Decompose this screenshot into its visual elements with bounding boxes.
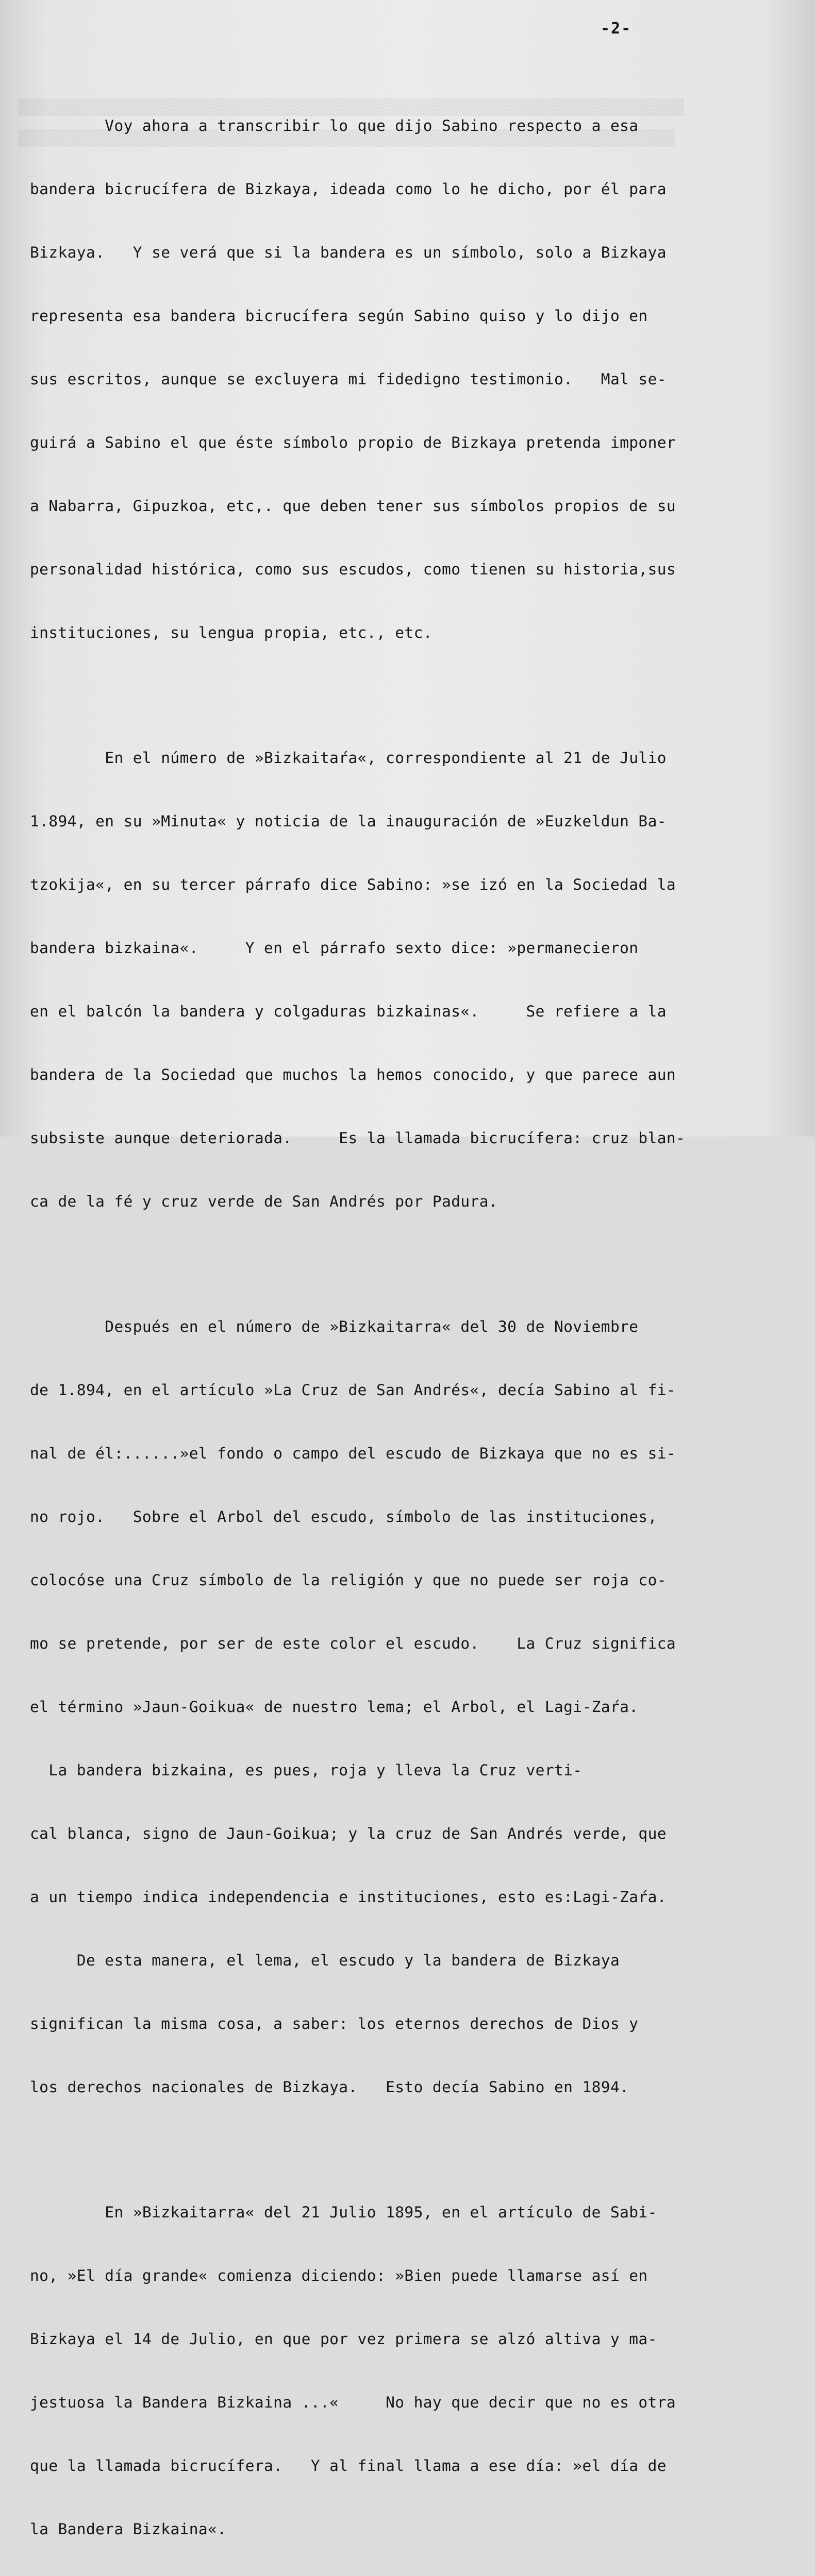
text-line: jestuosa la Bandera Bizkaina ...« No hay que decir que no es otra bbox=[30, 2394, 676, 2411]
text-line: bandera bicrucífera de Bizkaya, ideada como lo he dicho, por él para bbox=[30, 180, 667, 198]
text-line: significan la misma cosa, a saber: los eternos derechos de Dios y bbox=[30, 2015, 639, 2032]
text-line: no, »El día grande« comienza diciendo: »Bien puede llamarse así en bbox=[30, 2267, 648, 2284]
text-line: que la llamada bicrucífera. Y al final llama a ese día: »el día de bbox=[30, 2457, 667, 2475]
text-line: nal de él:......»el fondo o campo del escudo de Bizkaya que no es si- bbox=[30, 1445, 676, 1462]
text-line: Voy ahora a transcribir lo que dijo Sabino respecto a esa bbox=[30, 117, 639, 134]
paragraph-3 bbox=[30, 1274, 772, 2140]
text-line: el término »Jaun-Goikua« de nuestro lema; el Arbol, el Lagi-Zaŕa. bbox=[30, 1698, 639, 1716]
text-line: la Bandera Bizkaina«. bbox=[30, 2520, 227, 2538]
text-line: cal blanca, signo de Jaun-Goikua; y la cruz de San Andrés verde, que bbox=[30, 1825, 667, 1842]
text-line: instituciones, su lengua propia, etc., etc. bbox=[30, 624, 433, 641]
text-line: a un tiempo indica independencia e instituciones, esto es:Lagi-Zaŕa. bbox=[30, 1888, 667, 1906]
text-line: Bizkaya el 14 de Julio, en que por vez primera se alzó altiva y ma- bbox=[30, 2330, 657, 2348]
text-line: Bizkaya. Y se verá que si la bandera es un símbolo, solo a Bizkaya bbox=[30, 244, 667, 261]
text-line: sus escritos, aunque se excluyera mi fidedigno testimonio. Mal se- bbox=[30, 370, 667, 388]
text-line: personalidad histórica, como sus escudos, como tienen su historia,sus bbox=[30, 561, 676, 578]
text-line: representa esa bandera bicrucífera según Sabino quiso y lo dijo en bbox=[30, 307, 648, 325]
text-line: mo se pretende, por ser de este color el escudo. La Cruz significa bbox=[30, 1635, 676, 1652]
text-line: subsiste aunque deteriorada. Es la llamada bicrucífera: cruz blan- bbox=[30, 1129, 686, 1147]
text-line: en el balcón la bandera y colgaduras bizkainas«. Se refiere a la bbox=[30, 1003, 667, 1020]
text-line: tzokija«, en su tercer párrafo dice Sabino: »se izó en la Sociedad la bbox=[30, 876, 676, 893]
text-line: La bandera bizkaina, es pues, roja y lleva la Cruz verti- bbox=[30, 1761, 583, 1779]
text-line: 1.894, en su »Minuta« y noticia de la inauguración de »Euzkeldun Ba- bbox=[30, 812, 667, 830]
text-line: no rojo. Sobre el Arbol del escudo, símbolo de las instituciones, bbox=[30, 1508, 657, 1526]
text-line: colocóse una Cruz símbolo de la religión y que no puede ser roja co- bbox=[30, 1571, 667, 1589]
paragraph-2 bbox=[30, 705, 772, 1255]
text-line: bandera bizkaina«. Y en el párrafo sexto dice: »permanecieron bbox=[30, 939, 639, 957]
text-line: de 1.894, en el artículo »La Cruz de San Andrés«, decía Sabino al fi- bbox=[30, 1381, 676, 1399]
text-line: De esta manera, el lema, el escudo y la bandera de Bizkaya bbox=[30, 1952, 620, 1969]
text-line: En »Bizkaitarra« del 21 Julio 1895, en el artículo de Sabi- bbox=[30, 2204, 657, 2221]
paragraph-1 bbox=[30, 73, 772, 686]
text-line: bandera de la Sociedad que muchos la hemos conocido, y que parece aun bbox=[30, 1066, 676, 1083]
text-line: ca de la fé y cruz verde de San Andrés por Padura. bbox=[30, 1193, 498, 1210]
text-line: Después en el número de »Bizkaitarra« del 30 de Noviembre bbox=[30, 1318, 639, 1335]
text-line: los derechos nacionales de Bizkaya. Esto decía Sabino en 1894. bbox=[30, 2078, 629, 2096]
text-line: a Nabarra, Gipuzkoa, etc,. que deben tener sus símbolos propios de su bbox=[30, 497, 676, 515]
text-line: En el número de »Bizkaitaŕa«, correspondiente al 21 de Julio bbox=[30, 749, 667, 767]
bleed-through-text: ▒▒▒▒▒▒▒▒▒▒▒▒▒▒▒▒▒▒▒▒▒▒▒▒▒▒▒▒▒▒▒▒▒▒▒▒▒▒▒▒▒▒▒▒▒▒▒▒▒▒▒▒▒▒▒▒▒▒▒▒▒▒▒▒▒▒▒▒▒▒▒▒▒▒ ▒▒▒▒▒▒▒▒▒▒▒▒▒▒▒▒▒▒▒▒▒▒▒▒▒▒▒▒▒▒▒▒▒▒▒▒▒▒▒▒▒▒▒▒▒▒▒▒▒▒▒▒▒▒▒▒▒▒▒▒▒▒▒▒▒▒▒▒▒▒▒▒▒ bbox=[18, 98, 684, 147]
paragraph-4 bbox=[30, 2160, 772, 2576]
page-number: -2- bbox=[601, 20, 632, 38]
body-text bbox=[30, 73, 772, 2576]
text-line: guirá a Sabino el que éste símbolo propio de Bizkaya pretenda imponer bbox=[30, 434, 676, 451]
